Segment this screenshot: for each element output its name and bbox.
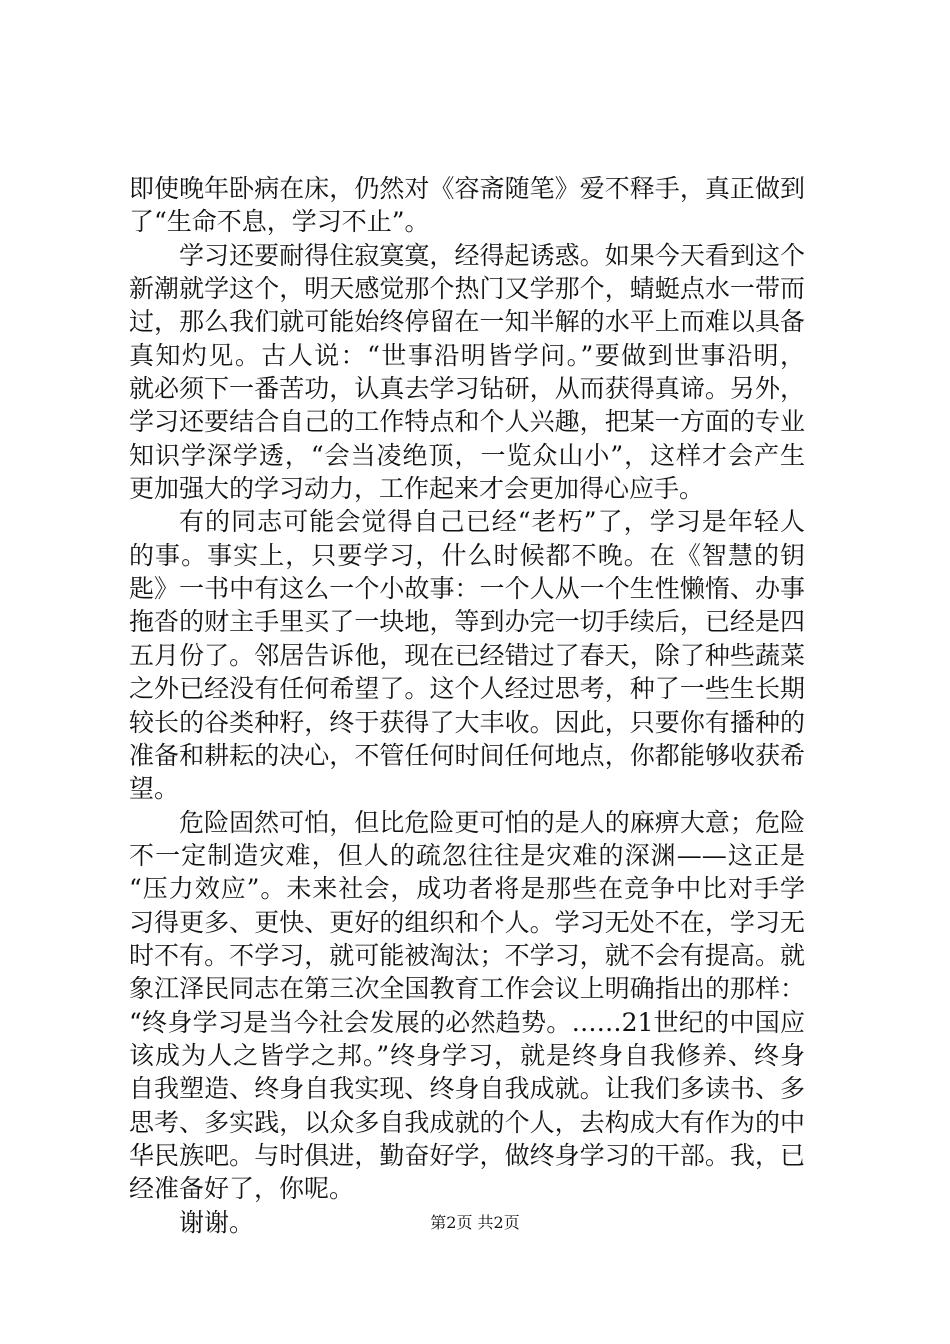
text-line: “终身学习是当今社会发展的必然趋势。……21世纪的中国应	[129, 1007, 805, 1037]
text-line: 就必须下一番苦功，认真去学习钻研，从而获得真谛。另外，	[129, 374, 805, 404]
text-line: 该成为人之皆学之邦。”终身学习，就是终身自我修养、终身	[129, 1040, 805, 1070]
text-line: 学习还要结合自己的工作特点和个人兴趣，把某一方面的专业	[129, 407, 805, 437]
text-line: “压力效应”。未来社会，成功者将是那些在竞争中比对手学	[129, 874, 805, 904]
text-line: 时不有。不学习，就可能被淘汰；不学习，就不会有提高。就	[129, 940, 805, 970]
document-body	[129, 172, 805, 1239]
text-line: 即使晚年卧病在床，仍然对《容斋随笔》爱不释手，真正做到	[129, 174, 805, 203]
text-line: 思考、多实践，以众多自我成就的个人，去构成大有作为的中	[129, 1107, 805, 1137]
text-line: 学习还要耐得住寂寞寞，经得起诱惑。如果今天看到这个	[179, 240, 805, 270]
text-line: 准备和耕耘的决心，不管任何时间任何地点，你都能够收获希	[129, 740, 805, 770]
text-line: 危险固然可怕，但比危险更可怕的是人的麻痹大意；危险	[179, 807, 805, 837]
text-line: 真知灼见。古人说：“世事沿明皆学问。”要做到世事沿明，	[129, 340, 805, 370]
text-line: 有的同志可能会觉得自己已经“老朽”了，学习是年轻人	[179, 507, 805, 537]
text-line: 知识学深学透，“会当凌绝顶，一览众山小”，这样才会产生	[129, 440, 805, 470]
text-line: 匙》一书中有这么一个小故事：一个人从一个生性懒惰、办事	[129, 574, 805, 604]
text-line: 象江泽民同志在第三次全国教育工作会议上明确指出的那样：	[129, 974, 805, 1004]
text-line: 谢谢。	[179, 1207, 255, 1237]
text-line: 拖沓的财主手里买了一块地，等到办完一切手续后，已经是四	[129, 607, 805, 637]
page-footer: 第2页 共2页	[430, 1213, 520, 1232]
text-line: 了“生命不息，学习不止”。	[129, 207, 430, 237]
text-line: 的事。事实上，只要学习，什么时候都不晚。在《智慧的钥	[129, 540, 805, 570]
text-line: 望。	[129, 774, 180, 804]
text-line: 过，那么我们就可能始终停留在一知半解的水平上而难以具备	[129, 307, 805, 337]
text-line: 经准备好了，你呢。	[129, 1174, 355, 1204]
text-line: 较长的谷类种籽，终于获得了大丰收。因此，只要你有播种的	[129, 707, 805, 737]
text-line: 不一定制造灾难，但人的疏忽往往是灾难的深渊——这正是	[129, 840, 805, 870]
text-line: 更加强大的学习动力，工作起来才会更加得心应手。	[129, 474, 705, 504]
text-line: 五月份了。邻居告诉他，现在已经错过了春天，除了种些蔬菜	[129, 640, 805, 670]
text-line: 习得更多、更快、更好的组织和个人。学习无处不在，学习无	[129, 907, 805, 937]
text-line: 华民族吧。与时俱进，勤奋好学，做终身学习的干部。我，已	[129, 1140, 805, 1170]
text-line: 之外已经没有任何希望了。这个人经过思考，种了一些生长期	[129, 674, 805, 704]
text-line: 自我塑造、终身自我实现、终身自我成就。让我们多读书、多	[129, 1074, 805, 1104]
text-line: 新潮就学这个，明天感觉那个热门又学那个，蜻蜓点水一带而	[129, 274, 805, 304]
